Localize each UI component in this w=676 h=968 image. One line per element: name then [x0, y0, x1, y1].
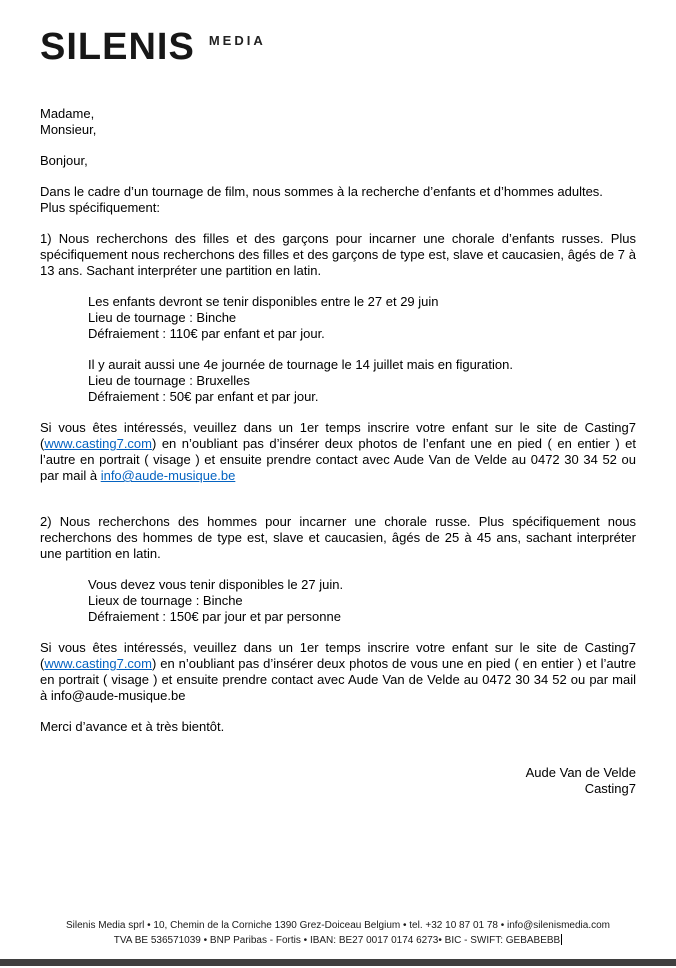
brand-text: SILENIS	[40, 26, 195, 68]
paragraph-12	[40, 765, 636, 797]
link-casting7-1[interactable]: www.casting7.com	[44, 436, 152, 451]
footer-line-2-text: TVA BE 536571039 • BNP Paribas - Fortis • IBAN: BE27 0017 0174 6273• BIC - SWIFT: GEBABEBB	[113, 935, 561, 946]
text-run: Lieu de tournage : Binche	[88, 310, 237, 325]
footer	[0, 918, 676, 948]
text-run: Lieu de tournage : Bruxelles	[88, 373, 250, 388]
footer-line-1: Silenis Media sprl • 10, Chemin de la Corniche 1390 Grez-Doiceau Belgium • tel. +32 10 87 01 78 • info@silenismedia.com	[66, 920, 610, 931]
paragraph-8	[40, 514, 636, 562]
footer-line-2	[0, 933, 676, 948]
paragraph-3	[40, 184, 636, 216]
text-run: Défraiement : 150€ par jour et par personne	[88, 609, 341, 624]
text-run: Aude Van de Velde	[525, 765, 636, 780]
text-run: Bonjour,	[40, 153, 88, 168]
paragraph-4	[40, 231, 636, 279]
paragraph-7	[40, 420, 636, 484]
text-run: Si vous êtes intéressés, veuillez dans un 1er temps inscrire votre enfant sur le site de Casting7 (	[40, 640, 636, 671]
text-run: Vous devez vous tenir disponibles le 27 juin.	[88, 577, 344, 592]
letter-body	[40, 106, 636, 812]
paragraph-6	[40, 357, 636, 405]
text-run: Défraiement : 50€ par enfant et par jour.	[88, 389, 319, 404]
text-run: ) en n’oubliant pas d’insérer deux photos de vous une en pied ( en entier ) et l’autre en portrait ( visage ) et ensuite prendre contact avec Aude Van de Velde au 0472 30 34 52 ou par mail à info@aude-musique.be	[40, 656, 636, 703]
text-run: Madame,	[40, 106, 95, 121]
text-run: Merci d’avance et à très bientôt.	[40, 719, 225, 734]
paragraph-5	[40, 294, 636, 342]
paragraph-2	[40, 153, 636, 169]
text-run: Il y aurait aussi une 4e journée de tournage le 14 juillet mais en figuration.	[88, 357, 513, 372]
link-email-1[interactable]: info@aude-musique.be	[100, 468, 236, 483]
brand-sub-text: MEDIA	[208, 33, 266, 48]
text-run: Les enfants devront se tenir disponibles entre le 27 et 29 juin	[88, 294, 439, 309]
text-cursor	[561, 934, 562, 945]
footer-bar	[0, 959, 676, 966]
text-run: Si vous êtes intéressés, veuillez dans un 1er temps inscrire votre enfant sur le site de Casting7 (	[40, 420, 636, 451]
text-run: 1) Nous recherchons des filles et des garçons pour incarner une chorale d’enfants russes. Plus spécifiquement nous recherchons des filles et des garçons de type est, slave et caucasien, âgés de 7 à 13 ans. Sachant interpréter une partition en latin.	[40, 231, 636, 278]
text-run: 2) Nous recherchons des hommes pour incarner une chorale russe. Plus spécifiquement nous recherchons des hommes de type est, slave et caucasien, âgés de 25 à 45 ans, sachant interpréter une partition en latin.	[40, 514, 636, 561]
link-casting7-2[interactable]: www.casting7.com	[44, 656, 152, 671]
text-run: Monsieur,	[40, 122, 97, 137]
paragraph-1	[40, 106, 636, 138]
text-run: Défraiement : 110€ par enfant et par jour.	[88, 326, 325, 341]
text-run: Dans le cadre d’un tournage de film, nous sommes à la recherche d’enfants et d’hommes adultes.	[40, 184, 603, 199]
paragraph-11	[40, 719, 636, 735]
paragraph-10	[40, 640, 636, 704]
text-run: Lieux de tournage : Binche	[88, 593, 243, 608]
text-run: Plus spécifiquement:	[40, 200, 160, 215]
text-run: ) en n’oubliant pas d’insérer deux photos de l’enfant une en pied ( en entier ) et l’autre en portrait ( visage ) et ensuite prendre contact avec Aude Van de Velde au 0472 30 34 52 ou par mail à	[40, 436, 636, 483]
text-run: Casting7	[584, 781, 636, 796]
paragraph-9	[40, 577, 636, 625]
silenis-media-logo	[40, 28, 266, 66]
